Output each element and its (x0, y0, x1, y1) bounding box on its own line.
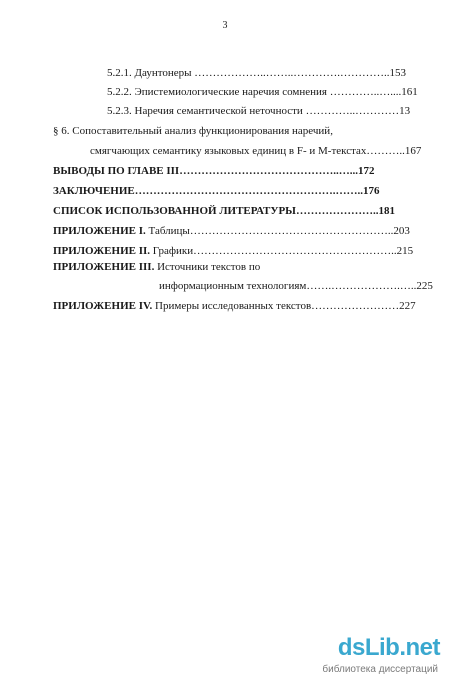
toc-entry-5-2-2: 5.2.2. Эпистемиологические наречия сомнения …………..…....161 (107, 86, 418, 98)
appendix-1-label: ПРИЛОЖЕНИЕ I. (53, 225, 146, 237)
toc-entry-section-6-line-1: § 6. Сопоставительный анализ функционирования наречий, (53, 125, 333, 137)
toc-entry-5-2-1: 5.2.1. Даунтонеры ………………..……..………….…………..153 (107, 67, 407, 79)
toc-entry-bibliography: СПИСОК ИСПОЛЬЗОВАННОЙ ЛИТЕРАТУРЫ…………………..181 (53, 205, 395, 217)
appendix-4-label: ПРИЛОЖЕНИЕ IV. (53, 300, 153, 312)
toc-entry-appendix-3 (53, 261, 260, 273)
toc-entry-section-6-line-2: смягчающих семантику языковых единиц в F- и M-текстах………..167 (90, 145, 422, 157)
toc-entry-appendix-1 (53, 225, 410, 237)
toc-entry-conclusions-chapter-3: ВЫВОДЫ ПО ГЛАВЕ III……………………………………..…...172 (53, 165, 375, 177)
appendix-2-title: Графики………………………………………………..215 (150, 245, 414, 257)
appendix-3-label: ПРИЛОЖЕНИЕ III. (53, 261, 155, 273)
dslib-watermark (322, 634, 440, 684)
toc-entry-appendix-4 (53, 300, 416, 312)
page-number: 3 (222, 20, 228, 31)
appendix-2-label: ПРИЛОЖЕНИЕ II. (53, 245, 151, 257)
appendix-4-title: Примеры исследованных текстов……………………227 (152, 300, 416, 312)
watermark-logo-text: dsLib.net (337, 634, 440, 661)
appendix-1-title: Таблицы………………………………………………..203 (145, 225, 410, 237)
appendix-3-title: Источники текстов по (154, 261, 261, 273)
toc-entry-5-2-3: 5.2.3. Наречия семантической неточности …………..…………13 (107, 105, 411, 117)
toc-entry-conclusion: ЗАКЛЮЧЕНИЕ……………………………………………….……..176 (53, 185, 380, 197)
toc-entry-appendix-3-line-2: информационным технологиям…….……………….…..225 (159, 280, 433, 292)
watermark-subtitle: библиотека диссертаций (322, 664, 438, 675)
toc-entry-appendix-2 (53, 245, 413, 257)
